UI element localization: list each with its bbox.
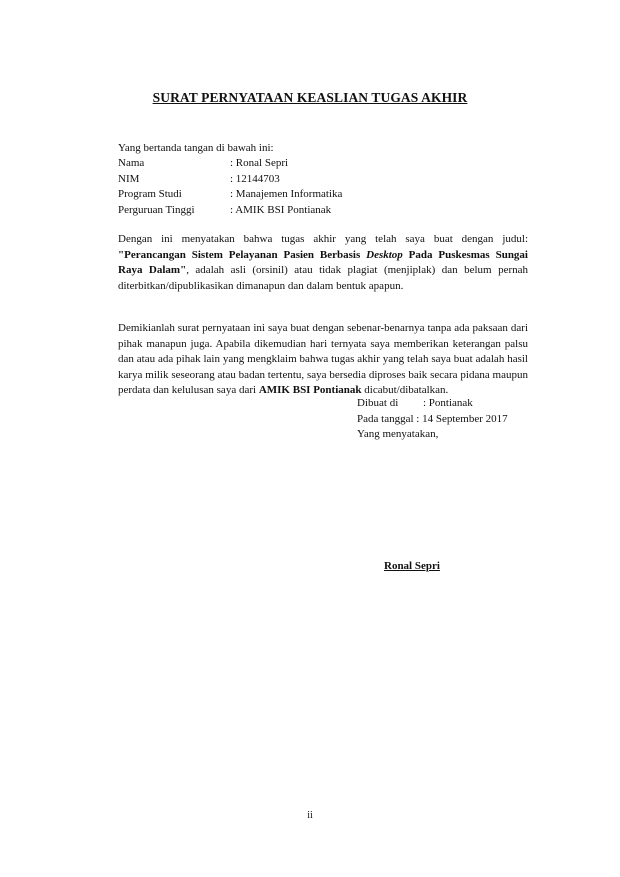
institution-name: AMIK BSI Pontianak [258, 384, 362, 397]
date-value: : 14 September 2017 [416, 412, 508, 425]
closing-text: Yang menyatakan, [357, 428, 439, 441]
place-label: Dibuat di [357, 397, 399, 409]
thesis-title-part: Pada Puskesmas Sungai Raya Dalam" [118, 248, 528, 277]
thesis-title-italic: Desktop [366, 248, 403, 261]
signature-block [357, 396, 508, 443]
place-value: : Pontianak [423, 397, 473, 409]
field-value: : 12144703 [230, 172, 280, 185]
field-label: Program Studi [118, 188, 182, 201]
field-row-nama [118, 156, 342, 172]
date-label: Pada tanggal [357, 412, 414, 425]
statement-text: , adalah asli (orsinil) atau tidak plagiat (menjiplak) dan belum pernah diterbitkan/dipublikasikan dimanapun dan dalam bentuk apapun. [118, 264, 528, 292]
field-label: NIM [118, 172, 140, 185]
declaration-paragraph [118, 321, 528, 399]
field-label: Perguruan Tinggi [118, 203, 195, 216]
statement-paragraph [118, 232, 528, 294]
field-value: : AMIK BSI Pontianak [230, 203, 332, 216]
field-value: : Ronal Sepri [230, 157, 289, 169]
identity-fields [118, 156, 342, 218]
signature-date-row [357, 412, 508, 428]
field-row-nim [118, 172, 342, 188]
signature-place-row [357, 396, 508, 412]
field-row-perguruan-tinggi [118, 203, 342, 219]
declaration-text: dicabut/dibatalkan. [361, 384, 449, 397]
statement-text: Dengan ini menyatakan bahwa tugas akhir yang telah saya buat dengan judul: [118, 233, 528, 245]
document-title: SURAT PERNYATAAN KEASLIAN TUGAS AKHIR [152, 90, 468, 105]
intro-text: Yang bertanda tangan di bawah ini: [118, 142, 274, 154]
thesis-title-part: "Perancangan Sistem Pelayanan Pasien Berbasis [118, 248, 367, 261]
field-row-program-studi [118, 187, 342, 203]
field-label: Nama [118, 157, 145, 169]
field-value: : Manajemen Informatika [230, 188, 343, 201]
signer-name: Ronal Sepri [384, 560, 440, 572]
page-number: ii [307, 810, 313, 821]
declaration-text: Demikianlah surat pernyataan ini saya buat dengan sebenar-benarnya tanpa ada paksaan dari pihak manapun juga. Apabila dikemudian hari ternyata saya memberikan keterangan palsu dan atau ada pihak lain yang mengklaim bahwa tugas akhir yang telah saya buat adalah hasil karya milik seseorang atau badan tertentu, saya bersedia diproses baik secara pidana maupun perdata dan kelulusan saya dari [118, 322, 528, 397]
